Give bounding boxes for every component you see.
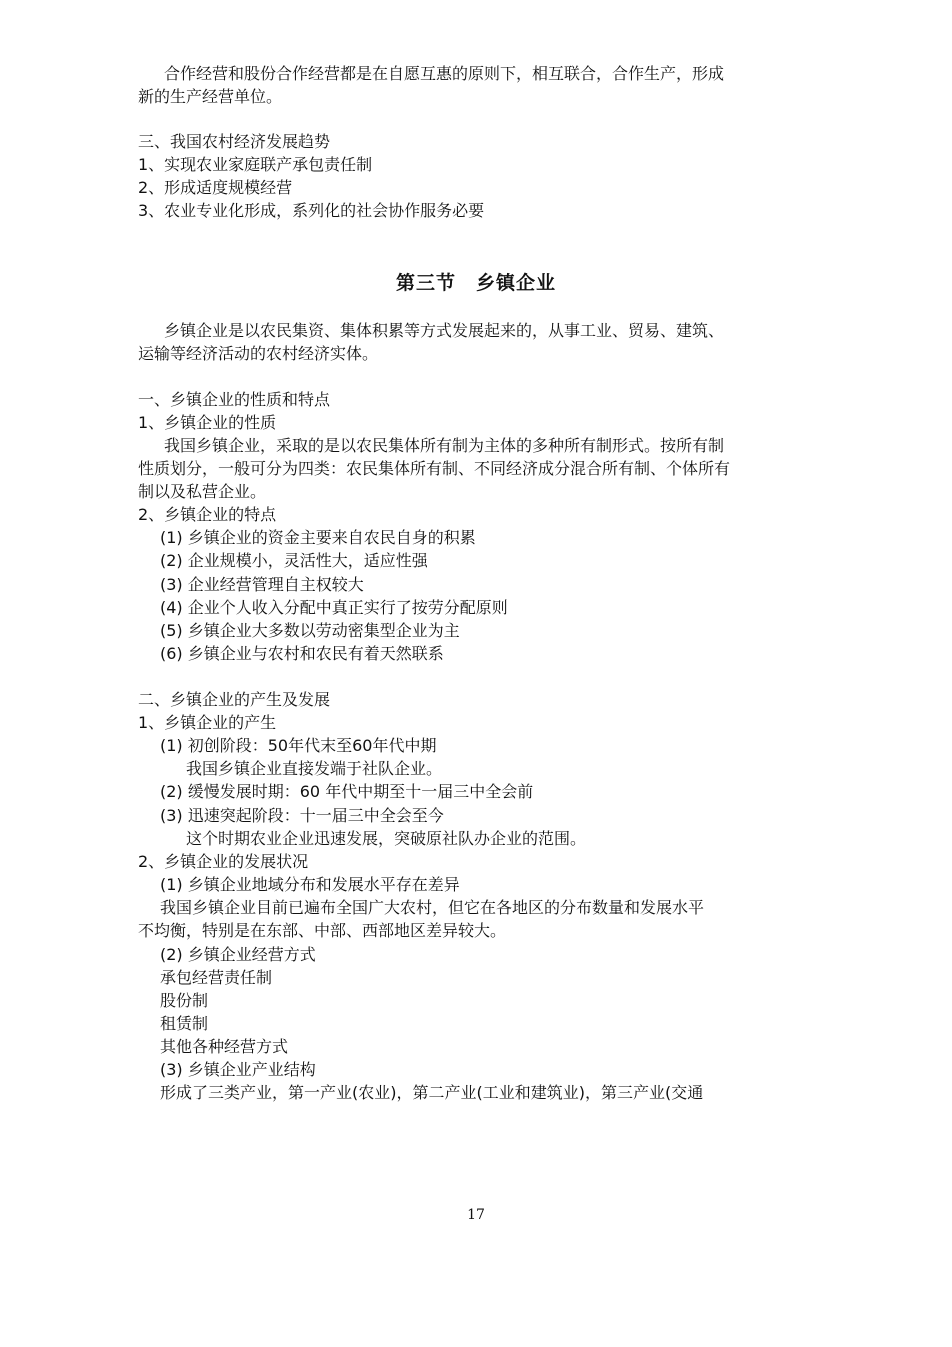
stage-3-desc: 这个时期农业企业迅速发展，突破原社队办企业的范围。 — [186, 829, 587, 848]
feature-item-4: (4) 企业个人收入分配中真正实行了按劳分配原则 — [160, 598, 508, 617]
nature-line-3: 制以及私营企业。 — [138, 482, 267, 501]
status-item-3: (3) 乡镇企业产业结构 — [160, 1060, 316, 1079]
intro-line-1: 合作经营和股份合作经营都是在自愿互惠的原则下，相互联合，合作生产，形成 — [164, 64, 725, 83]
features-title: 2、乡镇企业的特点 — [138, 505, 277, 524]
part2-heading: 二、乡镇企业的产生及发展 — [138, 690, 331, 709]
feature-item-3: (3) 企业经营管理自主权较大 — [160, 575, 364, 594]
origin-title: 1、乡镇企业的产生 — [138, 713, 277, 732]
trend-item-1: 1、实现农业家庭联产承包责任制 — [138, 155, 373, 174]
feature-item-6: (6) 乡镇企业与农村和农民有着天然联系 — [160, 644, 444, 663]
stage-1: (1) 初创阶段：50年代末至60年代中期 — [160, 736, 437, 755]
part1-heading: 一、乡镇企业的性质和特点 — [138, 390, 331, 409]
status-item-1: (1) 乡镇企业地域分布和发展水平存在差异 — [160, 875, 460, 894]
trend-heading: 三、我国农村经济发展趋势 — [138, 132, 331, 151]
status-item-3-line-1: 形成了三类产业，第一产业(农业)，第二产业(工业和建筑业)，第三产业(交通 — [160, 1083, 704, 1102]
page-number: 17 — [467, 1207, 485, 1223]
stage-2: (2) 缓慢发展时期：60 年代中期至十一届三中全会前 — [160, 782, 534, 801]
intro-line-2: 新的生产经营单位。 — [138, 87, 283, 106]
nature-line-2: 性质划分，一般可分为四类：农民集体所有制、不同经济成分混合所有制、个体所有 — [138, 459, 731, 478]
status-item-2: (2) 乡镇企业经营方式 — [160, 945, 316, 964]
nature-line-1: 我国乡镇企业，采取的是以农民集体所有制为主体的多种所有制形式。按所有制 — [164, 436, 725, 455]
definition-line-2: 运输等经济活动的农村经济实体。 — [138, 344, 379, 363]
trend-item-2: 2、形成适度规模经营 — [138, 178, 293, 197]
nature-title: 1、乡镇企业的性质 — [138, 413, 277, 432]
mode-item-3: 租赁制 — [160, 1014, 209, 1033]
definition-line-1: 乡镇企业是以农民集资、集体积累等方式发展起来的，从事工业、贸易、建筑、 — [164, 321, 725, 340]
mode-item-4: 其他各种经营方式 — [160, 1037, 289, 1056]
feature-item-1: (1) 乡镇企业的资金主要来自农民自身的积累 — [160, 528, 476, 547]
trend-item-3: 3、农业专业化形成，系列化的社会协作服务必要 — [138, 201, 485, 220]
section-title: 第三节 乡镇企业 — [395, 272, 556, 294]
feature-item-5: (5) 乡镇企业大多数以劳动密集型企业为主 — [160, 621, 460, 640]
stage-3: (3) 迅速突起阶段：十一届三中全会至今 — [160, 806, 444, 825]
status-item-1-line-1: 我国乡镇企业目前已遍布全国广大农村，但它在各地区的分布数量和发展水平 — [160, 898, 705, 917]
status-item-1-line-2: 不均衡，特别是在东部、中部、西部地区差异较大。 — [138, 921, 507, 940]
mode-item-1: 承包经营责任制 — [160, 968, 273, 987]
mode-item-2: 股份制 — [160, 991, 209, 1010]
status-title: 2、乡镇企业的发展状况 — [138, 852, 309, 871]
feature-item-2: (2) 企业规模小，灵活性大，适应性强 — [160, 551, 428, 570]
stage-1-desc: 我国乡镇企业直接发端于社队企业。 — [186, 759, 443, 778]
